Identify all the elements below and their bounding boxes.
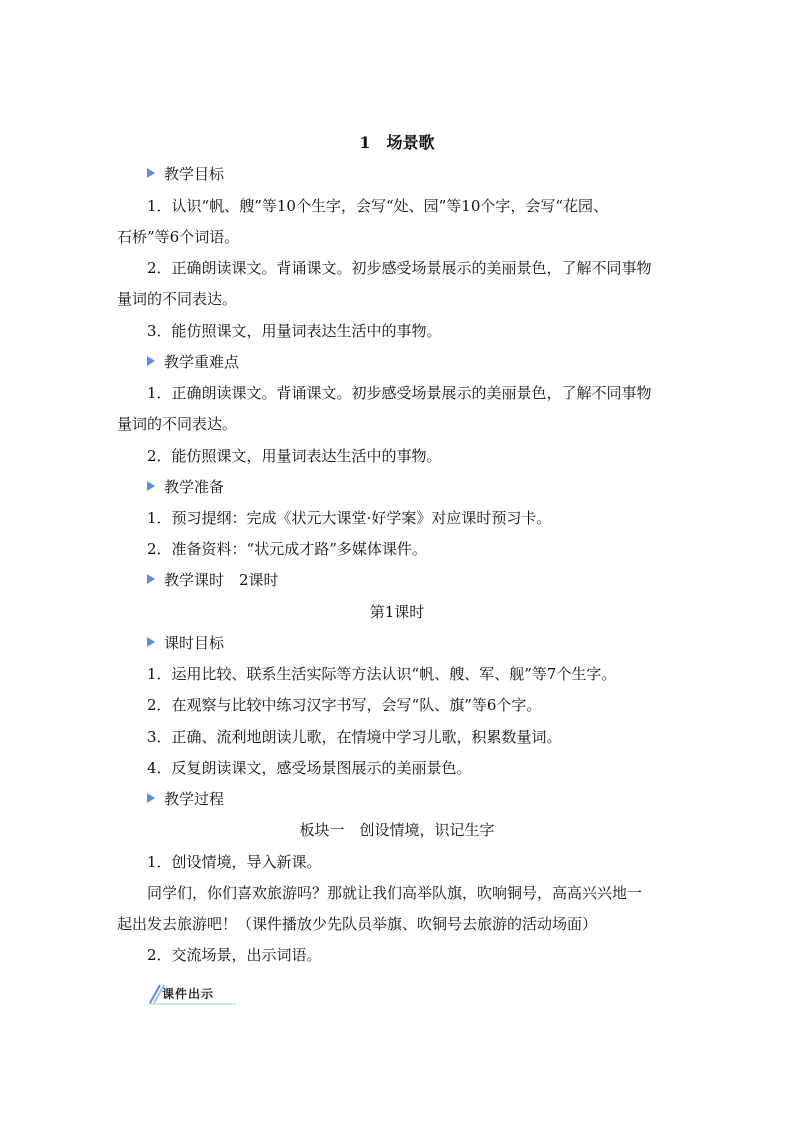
courseware-label xyxy=(148,983,238,1005)
section-heading-prep: 教学准备 xyxy=(147,477,224,497)
triangle-bullet-icon xyxy=(147,481,155,491)
section-heading-lesson-goals: 课时目标 xyxy=(147,633,224,653)
process-line: 1．创设情境，导入新课。 xyxy=(147,853,322,871)
lesson-heading: 第1课时 xyxy=(369,603,425,621)
goal-line: 1．认识“帆、艘”等10个生字，会写“处、园”等10个字，会写“花园、 xyxy=(147,197,609,215)
triangle-bullet-icon xyxy=(147,637,155,647)
goal-line: 3．能仿照课文，用量词表达生活中的事物。 xyxy=(147,322,442,340)
triangle-bullet-icon xyxy=(147,574,155,584)
goal-line: 石桥”等6个词语。 xyxy=(117,228,240,246)
courseware-label-text: 课件出示 xyxy=(162,987,215,1001)
section-heading-key: 教学重难点 xyxy=(147,352,239,372)
prep-line: 2．准备资料：“状元成才路”多媒体课件。 xyxy=(147,540,427,558)
section-heading-hours: 教学课时 2课时 xyxy=(147,570,279,590)
block-heading: 板块一 创设情境，识记生字 xyxy=(299,821,495,839)
section-heading-process: 教学过程 xyxy=(147,789,224,809)
key-line: 1．正确朗读课文。背诵课文。初步感受场景展示的美丽景色，了解不同事物 xyxy=(147,384,652,402)
process-line: 2．交流场景，出示词语。 xyxy=(147,946,322,964)
triangle-bullet-icon xyxy=(147,168,155,178)
process-line: 同学们，你们喜欢旅游吗？那就让我们高举队旗，吹响铜号，高高兴兴地一 xyxy=(147,884,643,902)
triangle-bullet-icon xyxy=(147,356,155,366)
lesson-goal-line: 4．反复朗读课文，感受场景图展示的美丽景色。 xyxy=(147,759,472,777)
goal-line: 2．正确朗读课文。背诵课文。初步感受场景展示的美丽景色，了解不同事物 xyxy=(147,259,652,277)
goal-line: 量词的不同表达。 xyxy=(117,290,238,308)
key-line: 2．能仿照课文，用量词表达生活中的事物。 xyxy=(147,447,442,465)
triangle-bullet-icon xyxy=(147,793,155,803)
process-line: 起出发去旅游吧！（课件播放少先队员举旗、吹铜号去旅游的活动场面） xyxy=(117,915,598,933)
page-title: 1 场景歌 xyxy=(359,133,435,152)
key-line: 量词的不同表达。 xyxy=(117,415,238,433)
lesson-goal-line: 2．在观察与比较中练习汉字书写，会写“队、旗”等6个字。 xyxy=(147,696,542,714)
lesson-goal-line: 1．运用比较、联系生活实际等方法认识“帆、艘、军、舰”等7个生字。 xyxy=(147,665,617,683)
prep-line: 1．预习提纲：完成《状元大课堂·好学案》对应课时预习卡。 xyxy=(147,509,552,527)
lesson-goal-line: 3．正确、流利地朗读儿歌，在情境中学习儿歌，积累数量词。 xyxy=(147,728,562,746)
section-heading-goals: 教学目标 xyxy=(147,164,224,184)
